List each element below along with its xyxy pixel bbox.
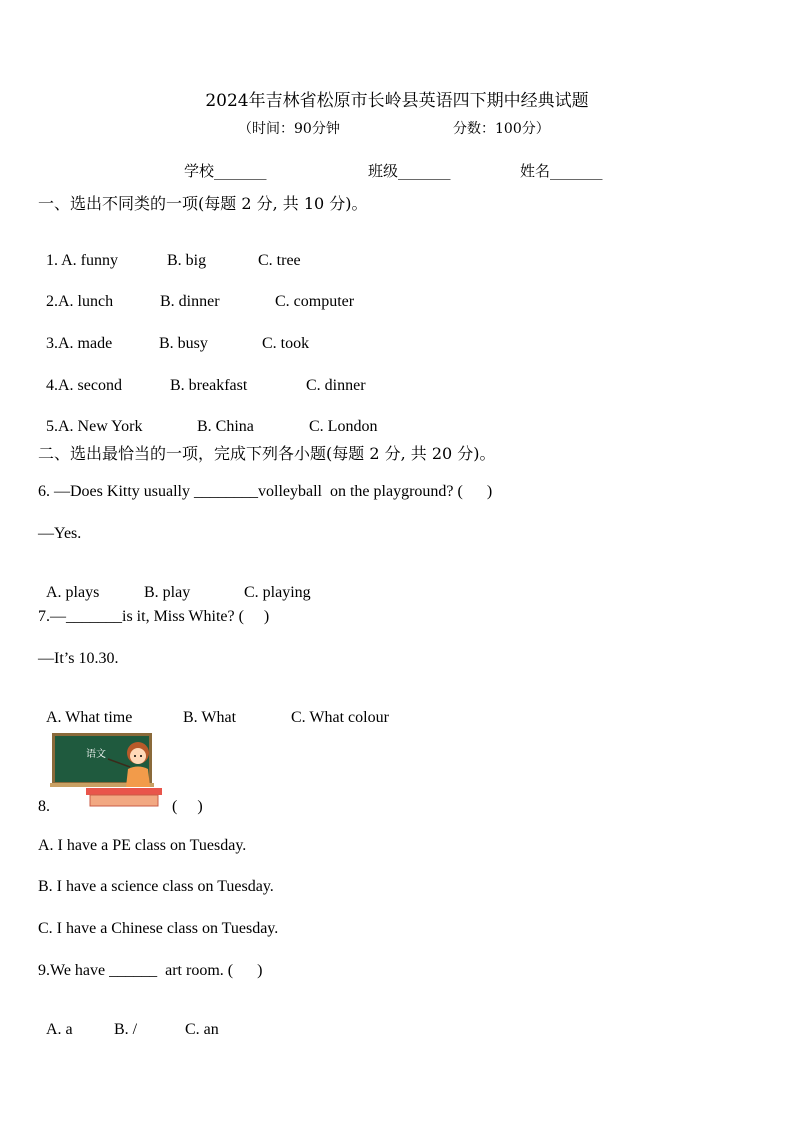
question-6-stem: 6. —Does Kitty usually ________volleyball on the playground? ( ) <box>38 483 493 500</box>
desk-top <box>86 788 162 795</box>
exam-time: （时间：90分钟 <box>238 121 340 137</box>
teacher-dress <box>126 767 150 788</box>
option-a: A. What time <box>46 709 133 726</box>
question-9-options <box>38 1003 219 1039</box>
question-9-stem: 9.We have ______ art room. ( ) <box>38 962 263 979</box>
option-a: 2.A. lunch <box>46 293 114 310</box>
option-a: A. a <box>46 1021 73 1038</box>
question-2 <box>38 275 355 311</box>
option-c: C. tree <box>258 252 301 269</box>
question-8-option-a: A. I have a PE class on Tuesday. <box>38 837 247 854</box>
question-3 <box>38 317 310 353</box>
option-a: 4.A. second <box>46 377 122 394</box>
option-b: B. breakfast <box>170 377 248 394</box>
question-5 <box>38 400 378 436</box>
option-c: C. London <box>309 418 378 435</box>
option-a: 3.A. made <box>46 335 113 352</box>
teacher-chalkboard-image <box>50 731 166 807</box>
section1-heading: 一、选出不同类的一项(每题 2 分, 共 10 分)。 <box>38 194 368 213</box>
question-8-option-b: B. I have a science class on Tuesday. <box>38 878 274 895</box>
option-c: C. took <box>262 335 310 352</box>
class-field: 班级_______ <box>368 162 451 180</box>
teacher-face <box>130 748 146 764</box>
question-7-stem: 7.—_______is it, Miss White? ( ) <box>38 608 270 625</box>
name-field: 姓名_______ <box>520 162 603 180</box>
option-b: B. / <box>114 1021 138 1038</box>
option-c: C. What colour <box>291 709 389 726</box>
option-b: B. What <box>183 709 237 726</box>
question-1 <box>38 234 301 270</box>
option-a: A. plays <box>46 584 100 601</box>
option-c: C. computer <box>275 293 355 310</box>
question-8-paren: ( ) <box>172 798 203 815</box>
option-c: C. playing <box>244 584 311 601</box>
question-8-option-c: C. I have a Chinese class on Tuesday. <box>38 920 279 937</box>
question-6-answer: —Yes. <box>38 525 82 542</box>
board-text: 语文 <box>86 749 106 760</box>
option-b: B. busy <box>159 335 208 352</box>
option-a: 5.A. New York <box>46 418 143 435</box>
page-title: 2024年吉林省松原市长岭县英语四下期中经典试题 <box>205 91 589 111</box>
option-b: B. big <box>167 252 207 269</box>
question-7-answer: —It’s 10.30. <box>38 650 119 667</box>
exam-score: 分数：100分） <box>453 121 550 137</box>
option-a: 1. A. funny <box>46 252 118 269</box>
desk-front <box>90 795 158 806</box>
option-b: B. China <box>197 418 254 435</box>
option-b: B. dinner <box>160 293 220 310</box>
option-b: B. play <box>144 584 191 601</box>
question-7-options <box>38 691 389 727</box>
question-8-number: 8. <box>38 798 50 815</box>
question-4 <box>38 359 366 395</box>
option-c: C. an <box>185 1021 219 1038</box>
school-field: 学校_______ <box>184 162 267 180</box>
option-c: C. dinner <box>306 377 366 394</box>
section2-heading: 二、选出最恰当的一项，完成下列各小题(每题 2 分, 共 20 分)。 <box>38 444 496 463</box>
question-6-options <box>38 566 311 602</box>
